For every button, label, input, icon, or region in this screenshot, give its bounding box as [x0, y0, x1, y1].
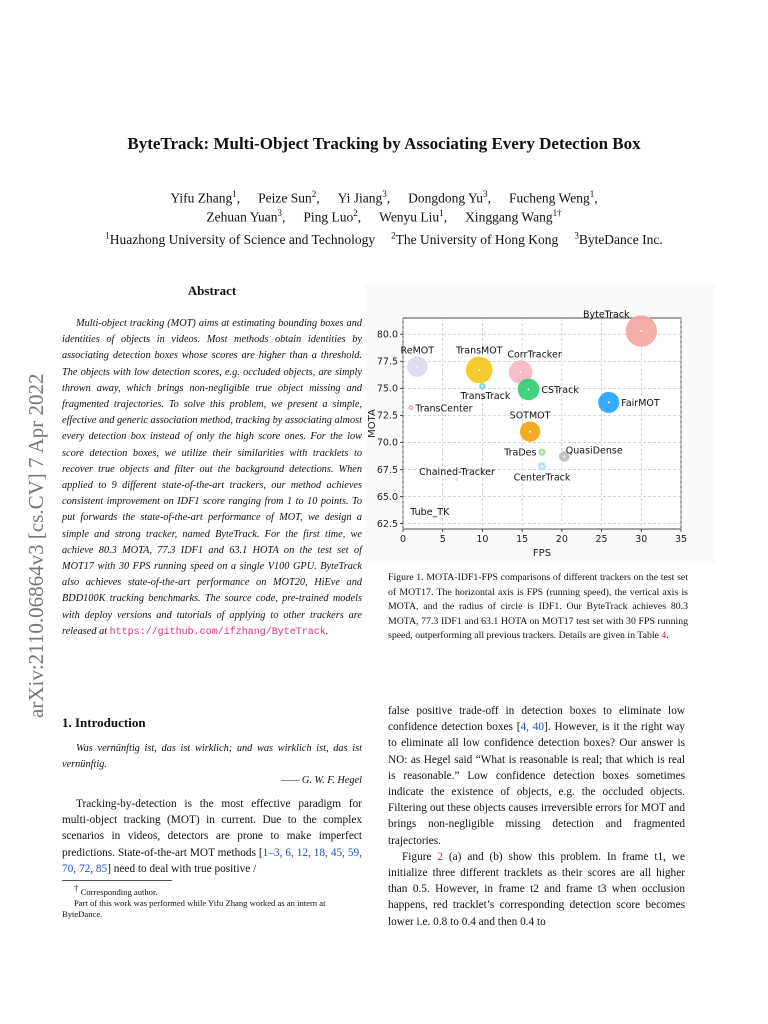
bubble-center-dot — [640, 330, 642, 332]
author-name: Yifu Zhang — [170, 190, 233, 206]
bubble-label: TraDes — [504, 447, 537, 459]
caption-end: . — [666, 630, 669, 642]
author-affiliation-mark: 1† — [552, 208, 562, 218]
x-tick-label: 35 — [674, 534, 688, 545]
bubble-label: FairMOT — [621, 397, 660, 409]
affiliations — [0, 230, 768, 248]
authors-line-1: Yifu Zhang$^1$, Peize Sun$^2$, Yi Jiang$^3$, Dongdong Yu$^3$, Fucheng Weng$^1$, — [170, 189, 598, 206]
footnote-rule — [62, 880, 172, 881]
author-name: Fucheng Weng — [508, 190, 590, 206]
author-affiliation-mark: 3 — [483, 189, 488, 199]
bubble-center-dot — [416, 366, 418, 368]
bubble-label: ByteTrack — [582, 309, 630, 321]
bubble-label: CSTrack — [541, 384, 579, 396]
abstract-body: Multi-object tracking (MOT) aims at estimating bounding boxes and identities of objects in videos. Most methods obtain identities by associating detection boxes whose scores are higher than a threshold. The objects with low detection scores, e.g. occluded objects, are simply thrown away, which brings non-negligible true object missing and fragmented trajectories. To solve this problem, we present a simple, effective and generic association method, tracking by associating almost every detection box instead of only the high score ones. For the low score detection boxes, we utilize their similarities with tracklets to recover true objects and filter out the background detections. When applied to 9 different state-of-the-art trackers, our method achieves consistent improvement on IDF1 score ranging from 1 to 10 points. To put forwards the state-of-the-art performance of MOT, we design a simple and strong tracker, named ByteTrack. For the first time, we achieve 80.3 MOTA, 77.3 IDF1 and 63.1 HOTA on the test set of MOT17 with 30 FPS running speed on a single V100 GPU. ByteTrack also achieves state-of-the-art performance on MOT20, HiEve and BDD100K tracking benchmarks. The source code, pre-trained models with deploy versions and tutorials of applying to other trackers are released at — [62, 318, 362, 637]
y-tick-label: 65.0 — [376, 491, 398, 503]
author-name: Wenyu Liu — [379, 209, 440, 225]
bubble-label: SOTMOT — [509, 410, 551, 422]
bubble-center-dot — [541, 451, 543, 453]
bubble-label: CorrTracker — [507, 349, 562, 361]
figure-caption — [388, 571, 688, 644]
right-p1-b: ]. However, is it the right way to eliminate all low confidence detection boxes? Our answer is NO: as Hegel said “What is reasonable is real; that which is real is reasonable.” Low confidence detection boxes sometimes indicate the existence of objects, e.g. the occluded objects. Filtering out these objects causes irreversible errors for MOT and brings non-negligible missing detection and fragmented trajectories. — [388, 721, 686, 847]
affiliation — [105, 232, 375, 247]
bubble-label: TransMOT — [455, 345, 503, 357]
affiliation-mark: 3 — [574, 230, 579, 240]
abstract-heading: Abstract — [187, 283, 237, 298]
bubble-label: Chained-Tracker — [419, 467, 495, 479]
footnote-corr-text: Corresponding author. — [80, 886, 158, 897]
bubble-center-dot — [478, 369, 480, 371]
footnotes — [62, 883, 362, 920]
mota-idf1-fps-chart — [365, 283, 715, 563]
author-affiliation-mark: 3 — [277, 208, 283, 218]
bubble-center-dot — [527, 388, 529, 390]
bubble-center-dot — [481, 385, 483, 387]
affiliation — [574, 232, 662, 247]
bubble-label: QuasiDense — [565, 445, 623, 457]
figure-2-ref[interactable]: 2 — [437, 850, 444, 863]
bubble-center-dot — [520, 371, 522, 373]
y-tick-label: 72.5 — [376, 410, 398, 422]
footnote-intern: Part of this work was performed while Yifu Zhang worked as an intern at ByteDance. — [62, 897, 326, 919]
right-p1-a: false positive trade-off in detection boxes to eliminate low confidence detection boxes [ — [388, 705, 685, 734]
bubble-label: Tube_TK — [410, 507, 450, 519]
author-affiliation-mark: 2 — [353, 208, 358, 218]
y-tick-label: 67.5 — [376, 464, 398, 476]
github-link[interactable]: https://github.com/ifzhang/ByteTrack — [109, 626, 326, 638]
affiliation-name: ByteDance Inc. — [578, 231, 663, 247]
author-affiliation-mark: 1 — [439, 208, 444, 218]
caption-text: Figure 1. MOTA-IDF1-FPS comparisons of different trackers on the test set of MOT17. The horizontal axis is FPS (running speed), the vertical axis is MOTA, and the radius of circle is IDF1. Our ByteTrack achieves 80.3 MOTA, 77.3 IDF1 and 63.1 HOTA on MOT17 test set with 30 FPS running speed, outperforming all previous trackers. Details are given in Table — [388, 572, 688, 642]
bubble-label: TransCenter — [415, 403, 473, 415]
author-affiliation-mark: 1 — [232, 189, 237, 199]
bubble-center-dot — [529, 431, 531, 433]
x-tick-label: 0 — [399, 534, 407, 545]
x-tick-label: 30 — [635, 534, 648, 545]
affiliation — [391, 232, 558, 247]
intro-text-b: ] need to deal with true positive / — [107, 862, 257, 875]
footnote-mark: † — [74, 883, 79, 893]
bubble-center-dot — [541, 465, 543, 467]
paper-title: ByteTrack: Multi-Object Tracking by Associating Every Detection Box — [127, 134, 641, 153]
author-affiliation-mark: 3 — [382, 189, 387, 199]
intro-text-a: Tracking-by-detection is the most effective paradigm for multi-object tracking (MOT) in current. Due to the complex scenarios in videos, detectors are prone to make imperfect predictions. State-of-the-art MOT methods [ — [62, 798, 362, 859]
right-column-text — [388, 703, 685, 930]
hegel-quote: Was vernünftig ist, das ist wirklich; und was wirklich ist, das ist vernünftig. — [62, 743, 362, 770]
bubble-center-dot — [608, 401, 610, 403]
right-paragraph-2 — [388, 849, 685, 930]
caption-table-ref[interactable]: 4 — [661, 630, 667, 642]
author-name: Xinggang Wang — [465, 209, 553, 225]
author-name: Ping Luo — [303, 209, 354, 225]
abstract-end: . — [325, 625, 329, 637]
y-tick-label: 77.5 — [376, 356, 398, 368]
intro-paragraph — [62, 796, 362, 877]
authors-line-2: Zehuan Yuan$^3$, Ping Luo$^2$, Wenyu Liu$^1$, Xinggang Wang$^{1\dagger}$ — [206, 208, 562, 225]
right-p1-citations[interactable]: 4, 40 — [520, 721, 545, 734]
y-axis-label: MOTA — [367, 409, 378, 438]
affiliation-mark: 2 — [391, 230, 396, 240]
intro-citations[interactable]: 1–3, 6, 12, 18, 45, 59, 70, 72, 85 — [62, 846, 362, 875]
y-tick-label: 75.0 — [376, 383, 398, 395]
y-tick-label: 70.0 — [376, 437, 398, 449]
x-tick-label: 10 — [476, 534, 489, 545]
affiliation-name: The University of Hong Kong — [395, 231, 559, 247]
bubble-center-dot — [456, 478, 458, 480]
right-paragraph-1 — [388, 703, 685, 849]
x-tick-label: 25 — [595, 534, 608, 545]
author-name: Zehuan Yuan — [206, 209, 278, 225]
author-affiliation-mark: 2 — [311, 189, 317, 199]
y-tick-label: 62.5 — [376, 518, 398, 530]
bubble-label: CenterTrack — [513, 472, 571, 484]
x-tick-label: 15 — [516, 534, 529, 545]
x-axis-label: FPS — [532, 548, 552, 559]
section-heading-introduction: 1. Introduction — [62, 715, 146, 730]
affiliation-name: Huazhong University of Science and Technology — [109, 231, 376, 247]
bubble-label: TransTrack — [460, 391, 511, 403]
x-tick-label: 20 — [555, 534, 568, 545]
affiliation-mark: 1 — [105, 230, 110, 240]
quote-author: —— G. W. F. Hegel — [281, 775, 362, 786]
bubble-label: ReMOT — [400, 345, 435, 357]
x-tick-label: 5 — [439, 534, 446, 545]
footnote-corresponding — [62, 883, 362, 898]
y-tick-label: 80.0 — [376, 329, 398, 341]
author-name: Yi Jiang — [337, 190, 383, 206]
author-name: Peize Sun — [258, 190, 312, 206]
author-affiliation-mark: 1 — [589, 189, 595, 199]
right-p2-a: Figure — [402, 850, 438, 863]
author-name: Dongdong Yu — [408, 190, 484, 206]
right-p2-b: (a) and (b) show this problem. In frame t1, we initialize three different tracklets as their scores are all higher than 0.5. However, in frame t2 and frame t3 when occlusion happens, red tracklet’s corresponding detection score becomes lower i.e. 0.8 to 0.4 and then 0.4 to — [388, 850, 685, 928]
arxiv-identifier: arXiv:2110.06864v3 [cs.CV] 7 Apr 2022 — [24, 373, 48, 718]
abstract-text — [62, 316, 362, 641]
bubble-center-dot — [410, 407, 412, 409]
